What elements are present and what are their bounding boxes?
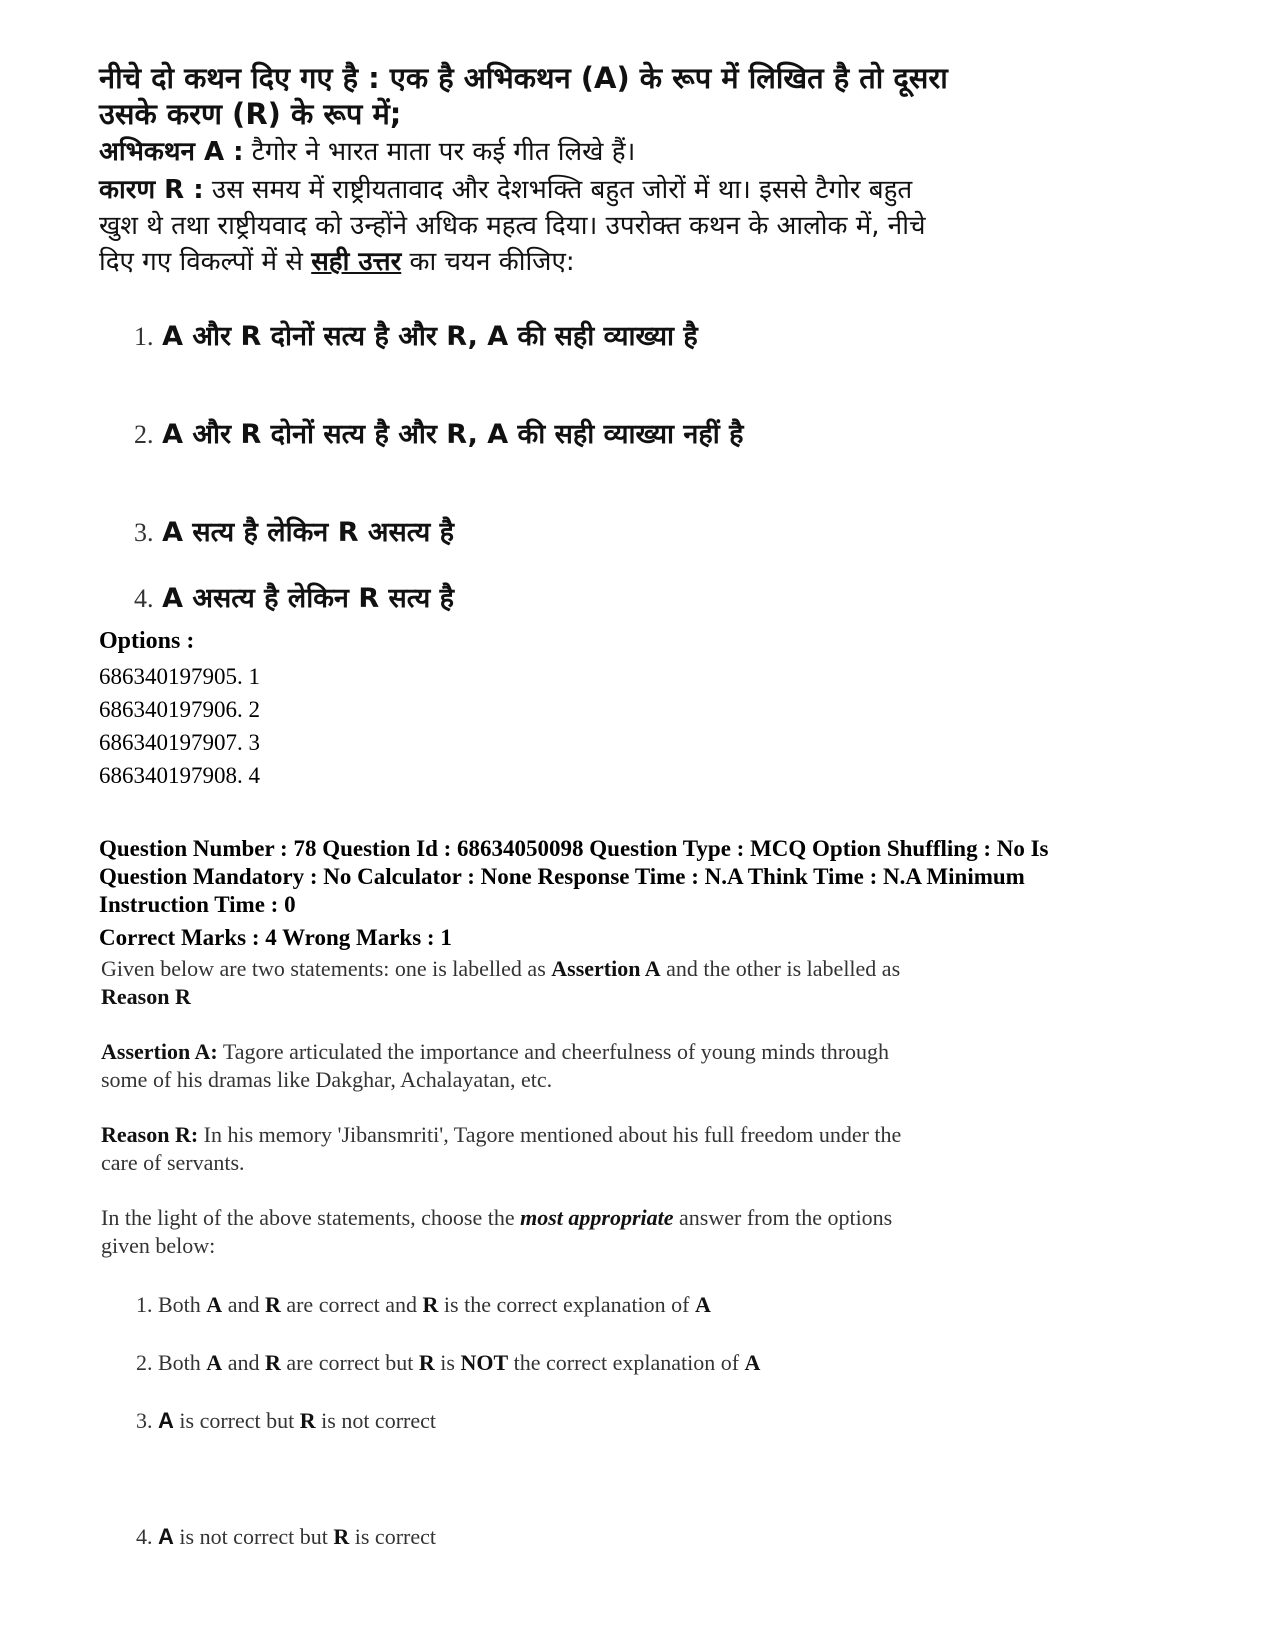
option-id-row: 686340197908. 4 xyxy=(99,763,260,788)
hindi-option-number: 4. xyxy=(134,584,154,613)
hindi-assertion-text: टैगोर ने भारत माता पर कई गीत लिखे हैं। xyxy=(251,137,636,167)
option-bold-a: A xyxy=(206,1292,223,1317)
option-text: the correct explanation of xyxy=(513,1350,740,1375)
hindi-reason-text-1: उस समय में राष्ट्रीयतावाद और देशभक्ति बहुत जोरों में था। इससे टैगोर बहुत xyxy=(211,175,913,205)
hindi-option-number: 3. xyxy=(134,518,154,547)
hindi-reason-line2: खुश थे तथा राष्ट्रीयवाद को उन्होंने अधिक महत्व दिया। उपरोक्त कथन के आलोक में, नीचे xyxy=(99,211,926,241)
hindi-assertion xyxy=(99,134,635,170)
english-option-4 xyxy=(136,1524,436,1550)
hindi-option-text: A असत्य है लेकिन R सत्य है xyxy=(162,583,454,614)
english-assertion-text: Tagore articulated the importance and cheerfulness of young minds through xyxy=(222,1039,890,1064)
option-text: are correct and xyxy=(286,1292,418,1317)
hindi-option-text: A सत्य है लेकिन R असत्य है xyxy=(162,517,454,548)
english-intro-pre: Given below are two statements: one is labelled as xyxy=(101,956,546,981)
hindi-reason-line3-post: का चयन कीजिए: xyxy=(409,247,575,277)
hindi-option-number: 1. xyxy=(134,322,154,351)
hindi-reason-label: कारण R : xyxy=(99,175,204,205)
hindi-intro-line2: उसके करण (R) के रूप में; xyxy=(99,97,402,131)
english-option-3 xyxy=(136,1408,436,1434)
hindi-option-number: 2. xyxy=(134,420,154,449)
english-option-2 xyxy=(136,1350,760,1376)
option-bold-r: R xyxy=(418,1350,435,1375)
hindi-option-2 xyxy=(134,414,743,451)
hindi-correct-answer-emphasis: सही उत्तर xyxy=(311,247,402,277)
option-bold-a: A xyxy=(158,1408,174,1433)
english-option-number: 3. xyxy=(136,1408,153,1433)
english-instruction-post: answer from the options xyxy=(679,1205,893,1230)
option-text: is not correct but xyxy=(179,1524,328,1549)
english-intro-line2 xyxy=(101,983,191,1011)
english-reason-label: Reason R: xyxy=(101,1122,199,1147)
option-bold-r: R xyxy=(333,1524,350,1549)
hindi-reason-line3 xyxy=(99,244,575,280)
question-marks: Correct Marks : 4 Wrong Marks : 1 xyxy=(99,925,452,950)
option-bold-r: R xyxy=(422,1292,439,1317)
english-assertion-label: Assertion A: xyxy=(101,1039,218,1064)
english-option-1 xyxy=(136,1292,711,1318)
english-instruction-line1 xyxy=(101,1204,892,1232)
english-instruction-emphasis: most appropriate xyxy=(520,1205,674,1230)
english-intro-mid: and the other is labelled as xyxy=(666,956,901,981)
english-intro-line1 xyxy=(101,955,900,983)
hindi-reason-line1 xyxy=(99,172,912,208)
english-instruction-pre: In the light of the above statements, choose the xyxy=(101,1205,515,1230)
option-bold-r: R xyxy=(264,1350,281,1375)
option-text: and xyxy=(227,1292,260,1317)
english-reason-line2: care of servants. xyxy=(101,1150,245,1175)
options-label: Options : xyxy=(99,628,195,654)
option-bold-a: A xyxy=(695,1292,711,1317)
hindi-option-1 xyxy=(134,316,698,353)
option-text: and xyxy=(227,1350,260,1375)
hindi-option-text: A और R दोनों सत्य है और R, A की सही व्याख्या है xyxy=(162,321,698,352)
english-reason-line1 xyxy=(101,1121,901,1149)
english-reason-text: In his memory 'Jibansmriti', Tagore mentioned about his full freedom under the xyxy=(203,1122,902,1147)
option-text: is correct xyxy=(354,1524,436,1549)
hindi-option-4 xyxy=(134,578,454,615)
option-id-row: 686340197906. 2 xyxy=(99,697,260,722)
hindi-option-text: A और R दोनों सत्य है और R, A की सही व्याख्या नहीं है xyxy=(162,419,744,450)
option-bold-a: A xyxy=(158,1524,174,1549)
hindi-intro-line1: नीचे दो कथन दिए गए है : एक है अभिकथन (A) के रूप में लिखित है तो दूसरा xyxy=(99,61,948,95)
option-bold-r: R xyxy=(299,1408,316,1433)
option-id-row: 686340197905. 1 xyxy=(99,664,260,689)
english-intro-assertion: Assertion A xyxy=(551,956,661,981)
option-bold-a: A xyxy=(744,1350,761,1375)
option-text: is xyxy=(440,1350,455,1375)
english-instruction-line2: given below: xyxy=(101,1233,216,1258)
question-meta-line1: Question Number : 78 Question Id : 68634050098 Question Type : MCQ Option Shuffling : No Is xyxy=(99,836,1049,861)
option-text: are correct but xyxy=(286,1350,414,1375)
english-assertion-line1 xyxy=(101,1038,889,1066)
hindi-assertion-label: अभिकथन A : xyxy=(99,137,244,167)
option-bold-not: NOT xyxy=(460,1350,509,1375)
english-intro-reason: Reason R xyxy=(101,984,191,1009)
english-assertion-line2: some of his dramas like Dakghar, Achalayatan, etc. xyxy=(101,1067,553,1092)
option-id-row: 686340197907. 3 xyxy=(99,730,260,755)
english-option-number: 2. xyxy=(136,1350,153,1375)
option-text: is the correct explanation of xyxy=(443,1292,690,1317)
english-option-number: 4. xyxy=(136,1524,153,1549)
option-bold-a: A xyxy=(206,1350,223,1375)
english-option-number: 1. xyxy=(136,1292,153,1317)
question-meta-line2: Question Mandatory : No Calculator : None Response Time : N.A Think Time : N.A Minimum xyxy=(99,864,1025,889)
option-bold-r: R xyxy=(264,1292,281,1317)
option-text: Both xyxy=(158,1350,201,1375)
hindi-reason-line3-pre: दिए गए विकल्पों में से xyxy=(99,247,303,277)
hindi-option-3 xyxy=(134,512,454,549)
question-meta-line3: Instruction Time : 0 xyxy=(99,892,296,917)
option-text: is correct but xyxy=(179,1408,295,1433)
option-text: is not correct xyxy=(321,1408,436,1433)
option-text: Both xyxy=(158,1292,201,1317)
